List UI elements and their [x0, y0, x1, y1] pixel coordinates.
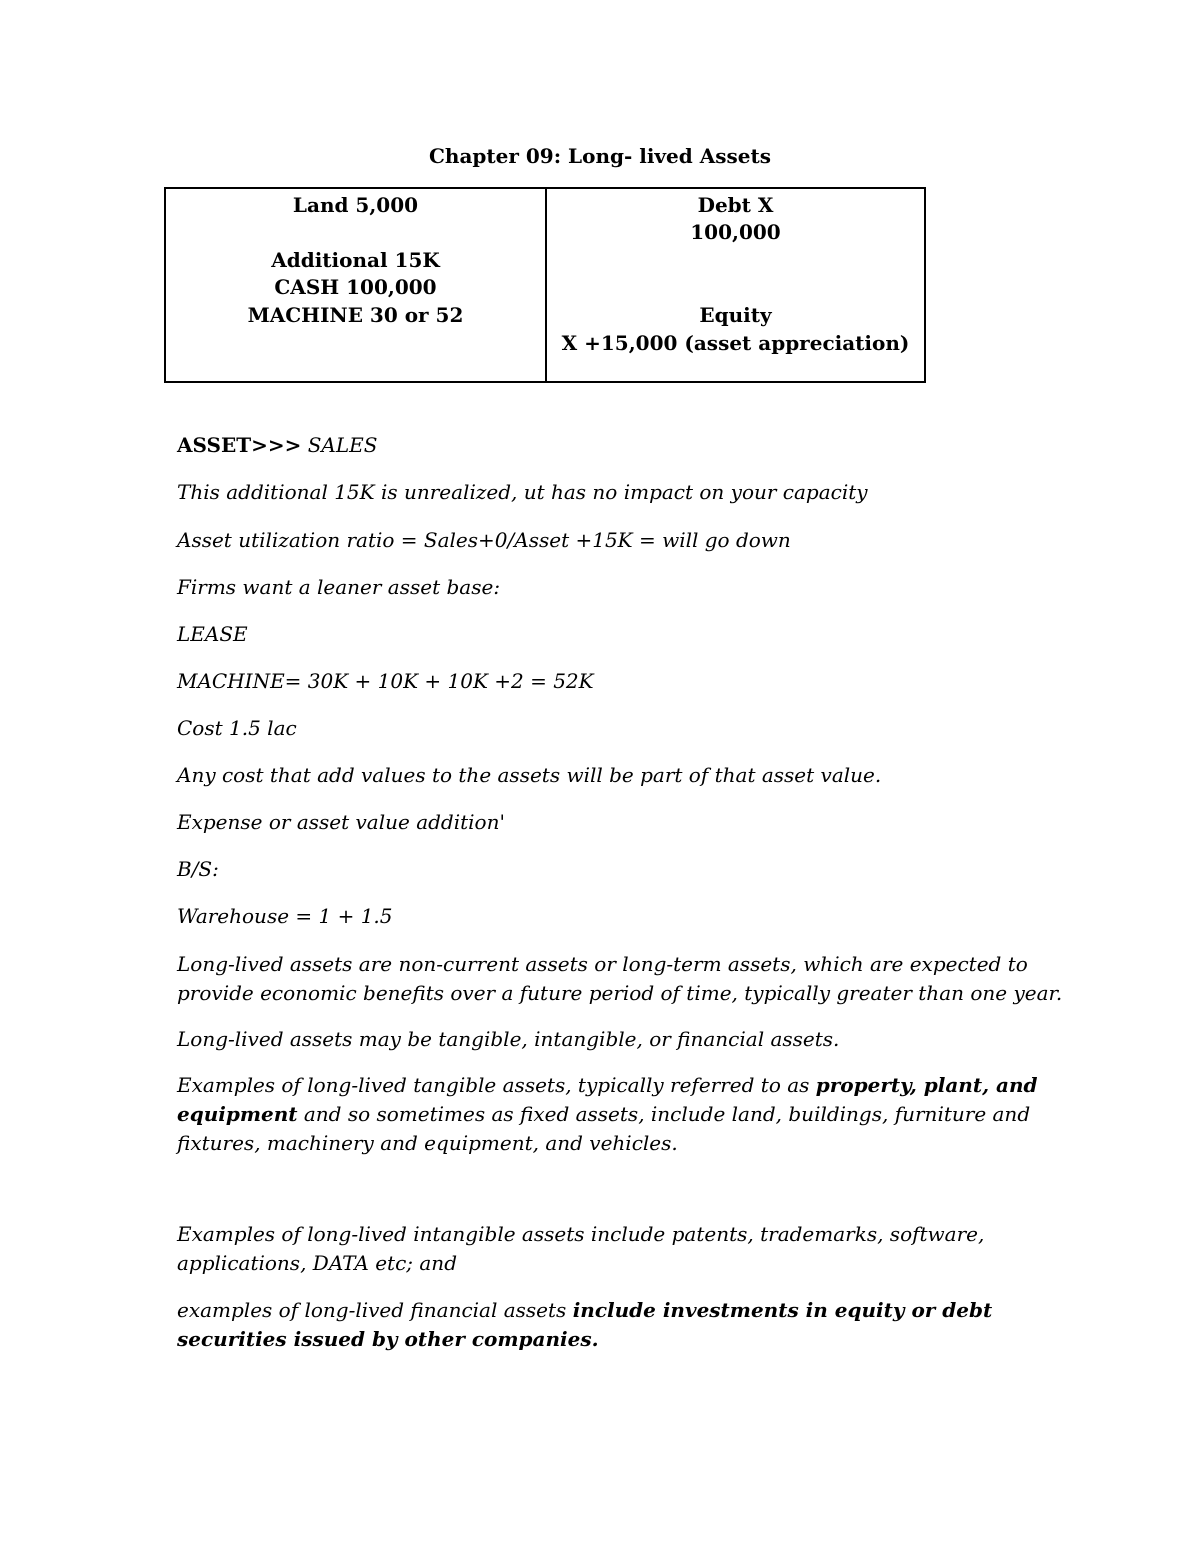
tangible-line-1 [177, 1071, 1037, 1100]
debt-amount: 100,000 [690, 220, 781, 244]
equity-amount: X +15,000 (asset appreciation) [561, 331, 910, 355]
tangible-line-2 [177, 1100, 1037, 1129]
any-cost-note: Any cost that add values to the assets will be part of that asset value. [177, 763, 882, 787]
t-account-table [164, 187, 926, 383]
long-lived-line-2: provide economic benefits over a future period of time, typically greater than one year. [177, 981, 1063, 1005]
intangible-line-1: Examples of long-lived intangible assets include patents, trademarks, software, [177, 1222, 985, 1246]
intangible-examples [177, 1220, 1037, 1278]
t-account-assets-column [166, 189, 547, 381]
unrealized-note: This additional 15K is unrealized, ut has no impact on your capacity [177, 480, 868, 504]
t-account-liabilities-column [547, 189, 924, 381]
financial-line-1 [177, 1296, 1037, 1325]
lease-note: LEASE [177, 622, 248, 646]
financial-examples [177, 1296, 1037, 1354]
expense-note: Expense or asset value addition' [177, 810, 505, 834]
additional-entry: Additional 15K [271, 248, 440, 272]
long-lived-definition [177, 950, 1063, 1008]
sales-label: SALES [301, 433, 378, 457]
asset-label: ASSET>>> [177, 433, 302, 457]
warehouse-note: Warehouse = 1 + 1.5 [177, 904, 393, 928]
page-title: Chapter 09: Long- lived Assets [429, 144, 771, 168]
long-lived-line-1: Long-lived assets are non-current assets or long-term assets, which are expected to [177, 952, 1028, 976]
intangible-line-2: applications, DATA etc; and [177, 1251, 457, 1275]
financial-bold-text-1: include investments in equity or debt [572, 1298, 993, 1322]
tangible-examples [177, 1071, 1037, 1158]
asset-sales-line [177, 431, 1037, 460]
tangible-text-2: and so sometimes as fixed assets, include land, buildings, furniture and [297, 1102, 1031, 1126]
types-note: Long-lived assets may be tangible, intangible, or financial assets. [177, 1027, 840, 1051]
ratio-note: Asset utilization ratio = Sales+0/Asset +15K = will go down [177, 528, 791, 552]
tangible-line-3: fixtures, machinery and equipment, and vehicles. [177, 1131, 678, 1155]
machine-note: MACHINE= 30K + 10K + 10K +2 = 52K [177, 669, 594, 693]
bs-note: B/S: [177, 857, 219, 881]
ppe-bold-text: property, plant, and [815, 1073, 1038, 1097]
land-entry: Land 5,000 [292, 193, 419, 217]
equity-entry: Equity [699, 303, 772, 327]
debt-entry: Debt X [697, 193, 774, 217]
leaner-note: Firms want a leaner asset base: [177, 575, 501, 599]
machine-entry: MACHINE 30 or 52 [247, 303, 464, 327]
tangible-text-1: Examples of long-lived tangible assets, typically referred to as [177, 1073, 816, 1097]
financial-text-1: examples of long-lived financial assets [177, 1298, 573, 1322]
cash-entry: CASH 100,000 [274, 275, 437, 299]
cost-note: Cost 1.5 lac [177, 716, 297, 740]
financial-line-2: securities issued by other companies. [177, 1327, 599, 1351]
equipment-bold-text: equipment [177, 1102, 298, 1126]
